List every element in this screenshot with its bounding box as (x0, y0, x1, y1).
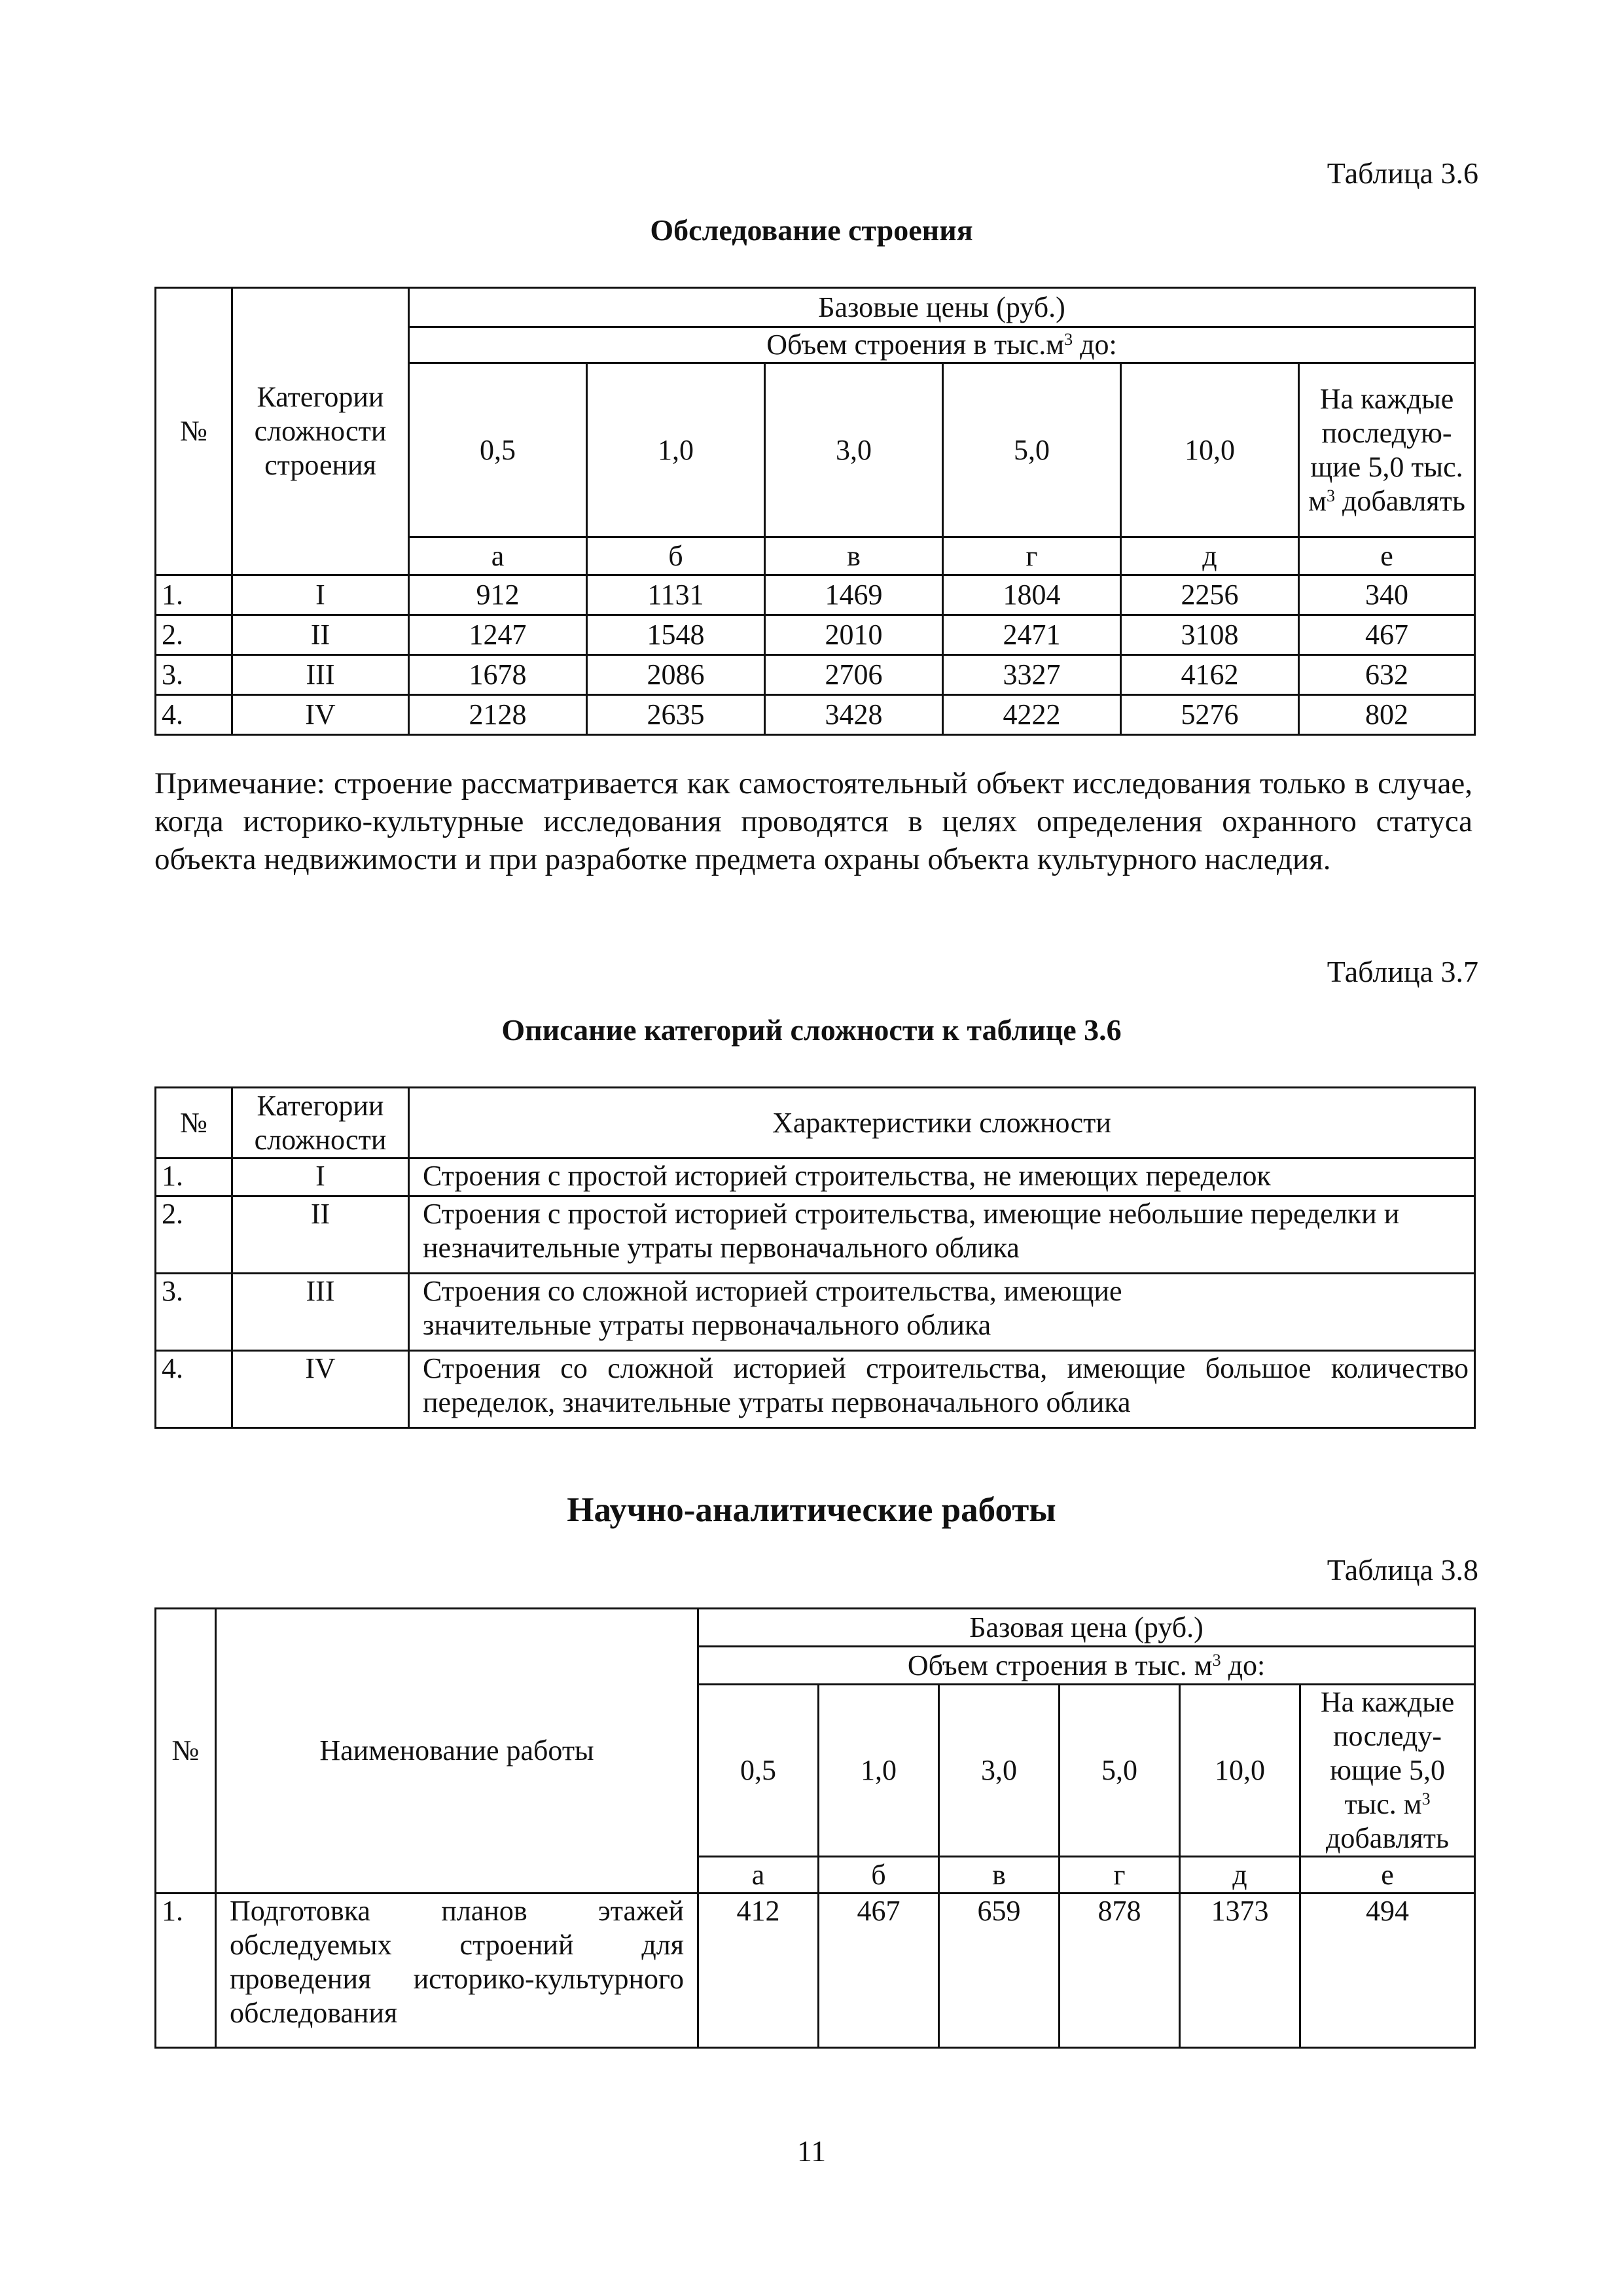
row-value: 340 (1299, 575, 1475, 615)
page-number: 11 (796, 2134, 827, 2168)
table-row (156, 615, 1475, 655)
note-paragraph: Примечание: строение рассматривается как самостоятельный объект исследования только в случае, когда историко-культурные исследования проводятся в целях определения охранного статуса объекта недвижимости и при разработке предмета охраны объекта культурного наследия. (154, 766, 1472, 876)
row-category: IV (232, 695, 409, 735)
table-3-7-title: Описание категорий сложности к таблице 3.6 (501, 1013, 1122, 1047)
letter-b: б (587, 537, 765, 575)
row-value: 467 (1299, 615, 1475, 655)
header-base-price: Базовая цена (руб.) (698, 1609, 1475, 1647)
vol-col-b: 1,0 (587, 363, 765, 537)
header-characteristics: Характеристики сложности (409, 1088, 1475, 1158)
letter-c: в (939, 1857, 1060, 1893)
row-characteristics: Строения с простой историей строительства, имеющие небольшие переделки и незначительные утраты первоначального облика (409, 1196, 1475, 1274)
row-value: 659 (939, 1893, 1060, 2048)
row-value: 2086 (587, 655, 765, 695)
vol-col-d: 5,0 (943, 363, 1121, 537)
table-3-8-label: Таблица 3.8 (1327, 1553, 1478, 1587)
letter-a: а (698, 1857, 819, 1893)
row-value: 4162 (1121, 655, 1299, 695)
row-value: 3108 (1121, 615, 1299, 655)
header-work-name: Наименование работы (216, 1609, 698, 1893)
row-value: 2706 (765, 655, 943, 695)
row-value: 3327 (943, 655, 1121, 695)
table-row (156, 1893, 1475, 2048)
row-no: 2. (156, 615, 232, 655)
row-no: 4. (156, 1351, 232, 1428)
header-no: № (156, 1088, 232, 1158)
row-no: 4. (156, 695, 232, 735)
letter-c: в (765, 537, 943, 575)
row-value: 4222 (943, 695, 1121, 735)
vol-col-a: 0,5 (698, 1685, 819, 1857)
row-value: 878 (1060, 1893, 1180, 2048)
header-no: № (156, 1609, 216, 1893)
header-base-prices: Базовые цены (руб.) (409, 288, 1475, 327)
row-value: 632 (1299, 655, 1475, 695)
row-value: 1548 (587, 615, 765, 655)
table-row (156, 1351, 1475, 1428)
table-3-7 (154, 1086, 1476, 1429)
row-value: 912 (409, 575, 587, 615)
letter-e: д (1180, 1857, 1300, 1893)
header-no: № (156, 288, 232, 575)
row-value: 2128 (409, 695, 587, 735)
row-value: 494 (1300, 1893, 1475, 2048)
vol-col-e: 10,0 (1180, 1685, 1300, 1857)
row-no: 1. (156, 1158, 232, 1196)
table-3-6 (154, 287, 1476, 736)
letter-d: г (943, 537, 1121, 575)
row-value: 1469 (765, 575, 943, 615)
row-category: I (232, 575, 409, 615)
vol-col-a: 0,5 (409, 363, 587, 537)
row-category: II (232, 1196, 409, 1274)
table-3-7-label: Таблица 3.7 (1327, 955, 1478, 988)
row-value: 467 (819, 1893, 939, 2048)
row-category: II (232, 615, 409, 655)
letter-b: б (819, 1857, 939, 1893)
row-category: III (232, 655, 409, 695)
vol-col-c: 3,0 (939, 1685, 1060, 1857)
vol-col-c: 3,0 (765, 363, 943, 537)
row-no: 3. (156, 655, 232, 695)
row-characteristics: Строения со сложной историей строительства, имеющие большое количество переделок, значительные утраты первоначального облика (409, 1351, 1475, 1428)
letter-f: е (1299, 537, 1475, 575)
row-value: 1678 (409, 655, 587, 695)
row-value: 2256 (1121, 575, 1299, 615)
row-no: 1. (156, 575, 232, 615)
letter-e: д (1121, 537, 1299, 575)
table-row (156, 655, 1475, 695)
table-row (156, 1274, 1475, 1351)
table-row (156, 695, 1475, 735)
row-value: 2010 (765, 615, 943, 655)
row-value: 5276 (1121, 695, 1299, 735)
row-value: 1804 (943, 575, 1121, 615)
table-3-6-title: Обследование строения (650, 213, 973, 247)
vol-col-each: На каждые последую-щие 5,0 тыс. $м^3$ добавлять (1299, 363, 1475, 537)
row-category: IV (232, 1351, 409, 1428)
vol-col-e: 10,0 (1121, 363, 1299, 537)
row-characteristics: Строения со сложной историей строительства, имеющие значительные утраты первоначального облика (409, 1274, 1475, 1351)
row-no: 1. (156, 1893, 216, 2048)
header-volume: Объем строения в тыс. $м^3$ до: (698, 1647, 1475, 1685)
table-row (156, 575, 1475, 615)
table-3-8 (154, 1607, 1476, 2049)
section-title: Научно-аналитические работы (567, 1491, 1056, 1529)
table-3-6-label: Таблица 3.6 (1327, 156, 1478, 190)
header-volume: Объем строения в $тыс.м^3$ до: (409, 327, 1475, 363)
row-category: I (232, 1158, 409, 1196)
row-characteristics: Строения с простой историей строительства, не имеющих переделок (409, 1158, 1475, 1196)
row-value: 802 (1299, 695, 1475, 735)
row-value: 2635 (587, 695, 765, 735)
row-value: 1247 (409, 615, 587, 655)
letter-a: а (409, 537, 587, 575)
row-value: 1131 (587, 575, 765, 615)
vol-col-b: 1,0 (819, 1685, 939, 1857)
row-value: 412 (698, 1893, 819, 2048)
letter-f: е (1300, 1857, 1475, 1893)
table-row (156, 1196, 1475, 1274)
header-category: Категории сложности строения (232, 288, 409, 575)
row-value: 3428 (765, 695, 943, 735)
vol-col-each: На каждые последу-ющие 5,0 тыс. $м^3$ добавлять (1300, 1685, 1475, 1857)
row-work-name: Подготовка планов этажей обследуемых строений для проведения историко-культурного обследования (216, 1893, 698, 2048)
row-category: III (232, 1274, 409, 1351)
header-category: Категории сложности (232, 1088, 409, 1158)
row-value: 2471 (943, 615, 1121, 655)
row-value: 1373 (1180, 1893, 1300, 2048)
row-no: 3. (156, 1274, 232, 1351)
vol-col-d: 5,0 (1060, 1685, 1180, 1857)
row-no: 2. (156, 1196, 232, 1274)
table-row (156, 1158, 1475, 1196)
letter-d: г (1060, 1857, 1180, 1893)
